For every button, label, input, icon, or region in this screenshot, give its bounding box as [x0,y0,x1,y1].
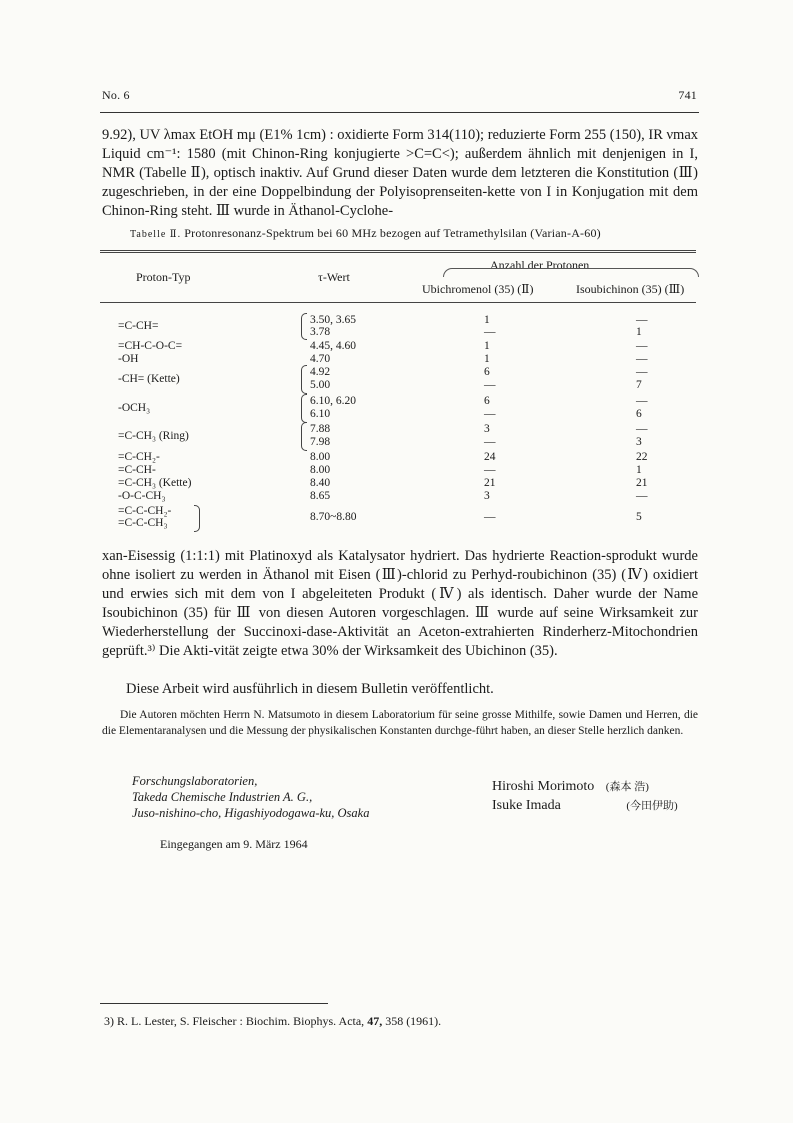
col-header-ubichromenol: Ubichromenol (35) (Ⅱ) [422,282,534,296]
cell-tau: 8.00 [310,451,331,463]
cell-isoubichinon: — [636,340,648,352]
cell-ubichromenol: 3 [484,490,490,502]
cell-proton: =C-C-CH₃ [118,517,168,529]
table-group-brace [443,268,699,277]
cell-tau: 8.00 [310,464,331,476]
cell-ubichromenol: — [484,511,496,523]
header-rule [100,112,699,113]
author-name: Isuke Imada [492,798,561,813]
table-row [100,477,696,490]
cell-proton: -O-C-CH₃ [118,490,166,502]
cell-tau: 8.40 [310,477,331,489]
col-header-tau: τ-Wert [318,270,350,284]
cell-isoubichinon: 22 [636,451,648,463]
cell-proton: =C-C-CH₂- [118,505,172,517]
cell-tau: 8.70~8.80 [310,511,357,523]
acknowledgement: Die Autoren möchten Herrn N. Matsumoto in diesem Laboratorium für seine grosse Mithilfe, sowie Damen und Herren, die die Elementaranalysen und die Messung der physikalischen Konstanten durchge-führt haben, an dieser Stelle herzlich danken. [102,709,698,737]
cell-ubichromenol: 24 [484,451,496,463]
footnote-journal: Biochim. Biophys. Acta, [245,1014,365,1028]
footnote-authors: R. L. Lester, S. Fleischer : [117,1014,243,1028]
table-row [100,395,696,408]
cell-tau: 3.78 [310,326,331,338]
cell-ubichromenol: — [484,464,496,476]
footnote-pages-year: 358 (1961). [385,1014,442,1028]
cell-tau: 7.98 [310,436,331,448]
col-header-isoubichinon: Isoubichinon (35) (Ⅲ) [576,282,685,296]
paragraph-conclusion: Diese Arbeit wird ausführlich in diesem Bulletin veröffentlicht. [126,681,494,697]
table-header-rule [100,302,696,303]
table-row [100,464,696,477]
cell-isoubichinon: 7 [636,379,642,391]
table-row [100,340,696,353]
nmr-table [100,250,696,540]
cell-isoubichinon: — [636,366,648,378]
running-head-page-number: 741 [678,88,697,102]
cell-isoubichinon: 21 [636,477,648,489]
cell-proton: =CH-C-O-C= [118,340,183,352]
table-caption-text: Protonresonanz-Spektrum bei 60 MHz bezogen auf Tetramethylsilan (Varian-A-60) [184,226,601,240]
table-row [100,326,696,339]
proton-bracket [194,505,200,532]
cell-tau: 3.50, 3.65 [310,314,356,326]
cell-isoubichinon: 5 [636,511,642,523]
cell-tau: 7.88 [310,423,331,435]
table-row [100,490,696,503]
cell-proton: =C-CH₃ (Ring) [118,430,189,442]
cell-tau: 4.70 [310,353,331,365]
author-kanji: (今田伊助) [626,800,678,812]
cell-ubichromenol: 1 [484,340,490,352]
cell-proton: -OH [118,353,139,365]
cell-isoubichinon: 1 [636,326,642,338]
cell-ubichromenol: 6 [484,395,490,407]
cell-tau: 4.92 [310,366,331,378]
affiliation-line: Forschungslaboratorien, [132,774,258,788]
cell-proton: =C-CH₃ (Kette) [118,477,192,489]
received-date: Eingegangen am 9. März 1964 [160,837,308,851]
tau-bracket [301,394,307,423]
cell-ubichromenol: — [484,408,496,420]
cell-isoubichinon: — [636,353,648,365]
cell-isoubichinon: — [636,395,648,407]
tau-bracket [301,365,307,394]
table-caption-label: Tabelle Ⅱ. [130,229,182,240]
footnote-volume: 47, [367,1014,383,1028]
table-group-header: Anzahl der Protonen [490,258,590,272]
cell-proton: -CH= (Kette) [118,373,180,385]
cell-proton: =C-CH₂- [118,451,160,463]
table-row [100,451,696,464]
cell-isoubichinon: 1 [636,464,642,476]
cell-tau: 6.10 [310,408,331,420]
cell-ubichromenol: — [484,326,496,338]
tau-bracket [301,313,307,340]
cell-ubichromenol: 1 [484,314,490,326]
paragraph-main: xan-Eisessig (1:1:1) mit Platinoxyd als Katalysator hydriert. Das hydrierte Reaction-sprodukt wurde ohne isoliert zu werden in Äthanol mit Eisen (Ⅲ)-chlorid zu Perhyd-roubichinon (35) (Ⅳ) oxidiert und erwies sich mit dem von I abgeleiteten Produkt (Ⅳ) als identisch. Daher wurde der Name Isoubichinon (35) für Ⅲ von diesen Autoren vorgeschlagen. Ⅲ wurde auf seine Wirksamkeit zur Wiederherstellung der Succinoxi-dase-Aktivität an Aceton-extrahierten Rinderherz-Mitochondrien geprüft.³⁾ Die Akti-vität zeigte etwa 30% der Wirksamkeit des Ubichinon (35). [102,548,698,659]
cell-ubichromenol: 21 [484,477,496,489]
cell-proton: =C-CH- [118,464,156,476]
table-row [100,423,696,436]
cell-proton: -OCH₃ [118,402,151,414]
col-header-proton: Proton-Typ [136,270,191,284]
cell-tau: 6.10, 6.20 [310,395,356,407]
footnote-rule [100,1003,328,1004]
paragraph-continuation: 9.92), UV λmax EtOH mμ (E1% 1cm) : oxidierte Form 314(110); reduzierte Form 255 (150), IR νmax Liquid cm⁻¹: 1580 (mit Chinon-Ring konjugierte >C=C<); außerdem ähnlich mit denjenigen in I, NMR (Tabelle Ⅱ), optisch inaktiv. Auf Grund dieser Daten wurde dem letzteren die Konstitution (Ⅲ) zugeschrieben, in der eine Doppelbindung der Polyisoprenseiten-kette von I in Konjugation mit dem Chinon-Ring steht. Ⅲ wurde in Äthanol-Cyclohe- [102,127,699,219]
table-row [100,430,696,449]
table-top-rule [100,250,696,253]
cell-ubichromenol: — [484,379,496,391]
cell-tau: 5.00 [310,379,331,391]
running-head-issue: No. 6 [102,88,130,102]
cell-isoubichinon: — [636,314,648,326]
cell-ubichromenol: 1 [484,353,490,365]
cell-isoubichinon: 6 [636,408,642,420]
cell-isoubichinon: 3 [636,436,642,448]
cell-ubichromenol: 3 [484,423,490,435]
table-caption [130,226,710,241]
author-kanji: (森本 浩) [605,781,649,793]
footnote-marker: 3) [104,1014,114,1028]
affiliation-line: Juso-nishino-cho, Higashiyodogawa-ku, Osaka [132,806,370,820]
cell-ubichromenol: — [484,436,496,448]
author-entry [492,797,678,815]
cell-tau: 8.65 [310,490,331,502]
cell-isoubichinon: — [636,423,648,435]
cell-proton: =C-CH= [118,320,159,332]
table-row [100,517,696,530]
author-name: Hiroshi Morimoto [492,779,595,794]
tau-bracket [301,422,307,451]
table-row [100,353,696,366]
cell-isoubichinon: — [636,490,648,502]
affiliation-line: Takeda Chemische Industrien A. G., [132,790,313,804]
table-row [100,373,696,392]
table-row [100,402,696,421]
cell-ubichromenol: 6 [484,366,490,378]
cell-tau: 4.45, 4.60 [310,340,356,352]
table-row [100,366,696,379]
author-entry [492,778,649,796]
footnote [104,1014,441,1029]
